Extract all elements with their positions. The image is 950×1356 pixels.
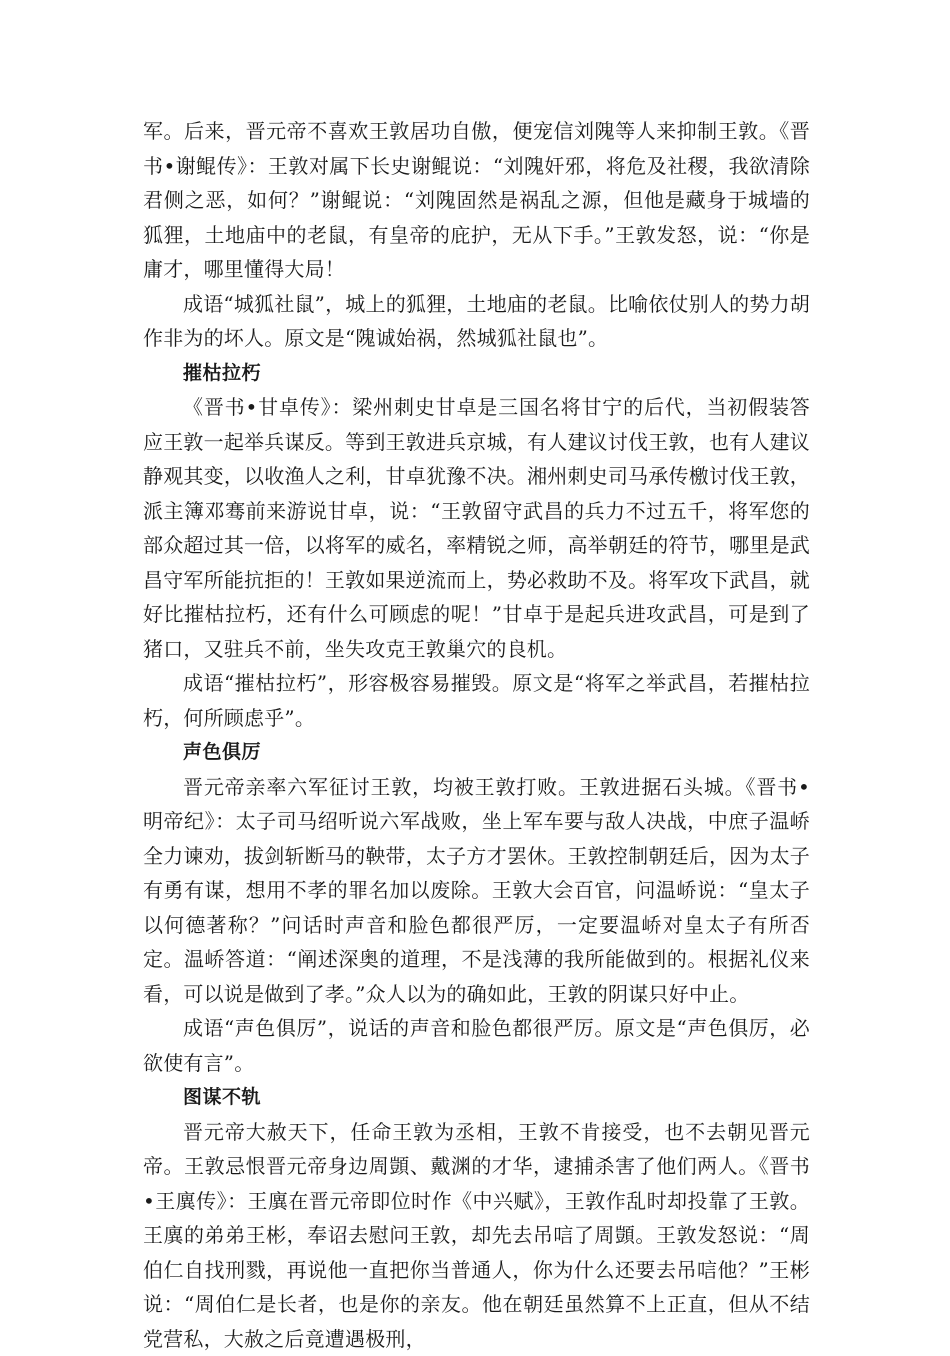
section-heading: 摧枯拉朽	[143, 356, 810, 391]
body-paragraph: 成语“摧枯拉朽”，形容极容易摧毁。原文是“将军之举武昌，若摧枯拉朽，何所顾虑乎”。	[143, 666, 810, 735]
body-paragraph: 晋元帝大赦天下，任命王敦为丞相，王敦不肯接受，也不去朝见晋元帝。王敦忌恨晋元帝身边周顗、戴渊的才华，逮捕杀害了他们两人。《晋书•王廙传》：王廙在晋元帝即位时作《中兴赋》，王敦作乱时却投靠了王敦。王廙的弟弟王彬，奉诏去慰问王敦，却先去吊唁了周顗。王敦发怒说：“周伯仁自找刑戮，再说他一直把你当普通人，你为什么还要去吊唁他？”王彬说：“周伯仁是长者，也是你的亲友。他在朝廷虽然算不上正直，但从不结党营私，大赦之后竟遭遇极刑，	[143, 1115, 810, 1356]
body-paragraph: 晋元帝亲率六军征讨王敦，均被王敦打败。王敦进据石头城。《晋书•明帝纪》：太子司马绍听说六军战败，坐上军车要与敌人决战，中庶子温峤全力谏劝，拔剑斩断马的鞅带，太子方才罢休。王敦控制朝廷后，因为太子有勇有谋，想用不孝的罪名加以废除。王敦大会百官，问温峤说：“皇太子以何德著称？”问话时声音和脸色都很严厉，一定要温峤对皇太子有所否定。温峤答道：“阐述深奥的道理，不是浅薄的我所能做到的。根据礼仪来看，可以说是做到了孝。”众人以为的确如此，王敦的阴谋只好中止。	[143, 770, 810, 1012]
body-paragraph: 成语“城狐社鼠”，城上的狐狸，土地庙的老鼠。比喻依仗别人的势力胡作非为的坏人。原文是“隗诚始祸，然城狐社鼠也”。	[143, 287, 810, 356]
body-paragraph: 成语“声色俱厉”，说话的声音和脸色都很严厉。原文是“声色俱厉，必欲使有言”。	[143, 1011, 810, 1080]
section-heading: 图谋不轨	[143, 1080, 810, 1115]
body-paragraph: 军。后来，晋元帝不喜欢王敦居功自傲，便宠信刘隗等人来抑制王敦。《晋书•谢鲲传》：王敦对属下长史谢鲲说：“刘隗奸邪，将危及社稷，我欲清除君侧之恶，如何？”谢鲲说：“刘隗固然是祸乱之源，但他是藏身于城墙的狐狸，土地庙中的老鼠，有皇帝的庇护，无从下手。”王敦发怒，说：“你是庸才，哪里懂得大局！	[143, 114, 810, 287]
body-paragraph: 《晋书•甘卓传》：梁州刺史甘卓是三国名将甘宁的后代，当初假装答应王敦一起举兵谋反。等到王敦进兵京城，有人建议讨伐王敦，也有人建议静观其变，以收渔人之利，甘卓犹豫不决。湘州刺史司马承传檄讨伐王敦，派主簿邓骞前来游说甘卓，说：“王敦留守武昌的兵力不过五千，将军您的部众超过其一倍，以将军的威名，率精锐之师，高举朝廷的符节，哪里是武昌守军所能抗拒的！王敦如果逆流而上，势必救助不及。将军攻下武昌，就好比摧枯拉朽，还有什么可顾虑的呢！”甘卓于是起兵进攻武昌，可是到了猪口，又驻兵不前，坐失攻克王敦巢穴的良机。	[143, 390, 810, 666]
section-heading: 声色俱厉	[143, 735, 810, 770]
